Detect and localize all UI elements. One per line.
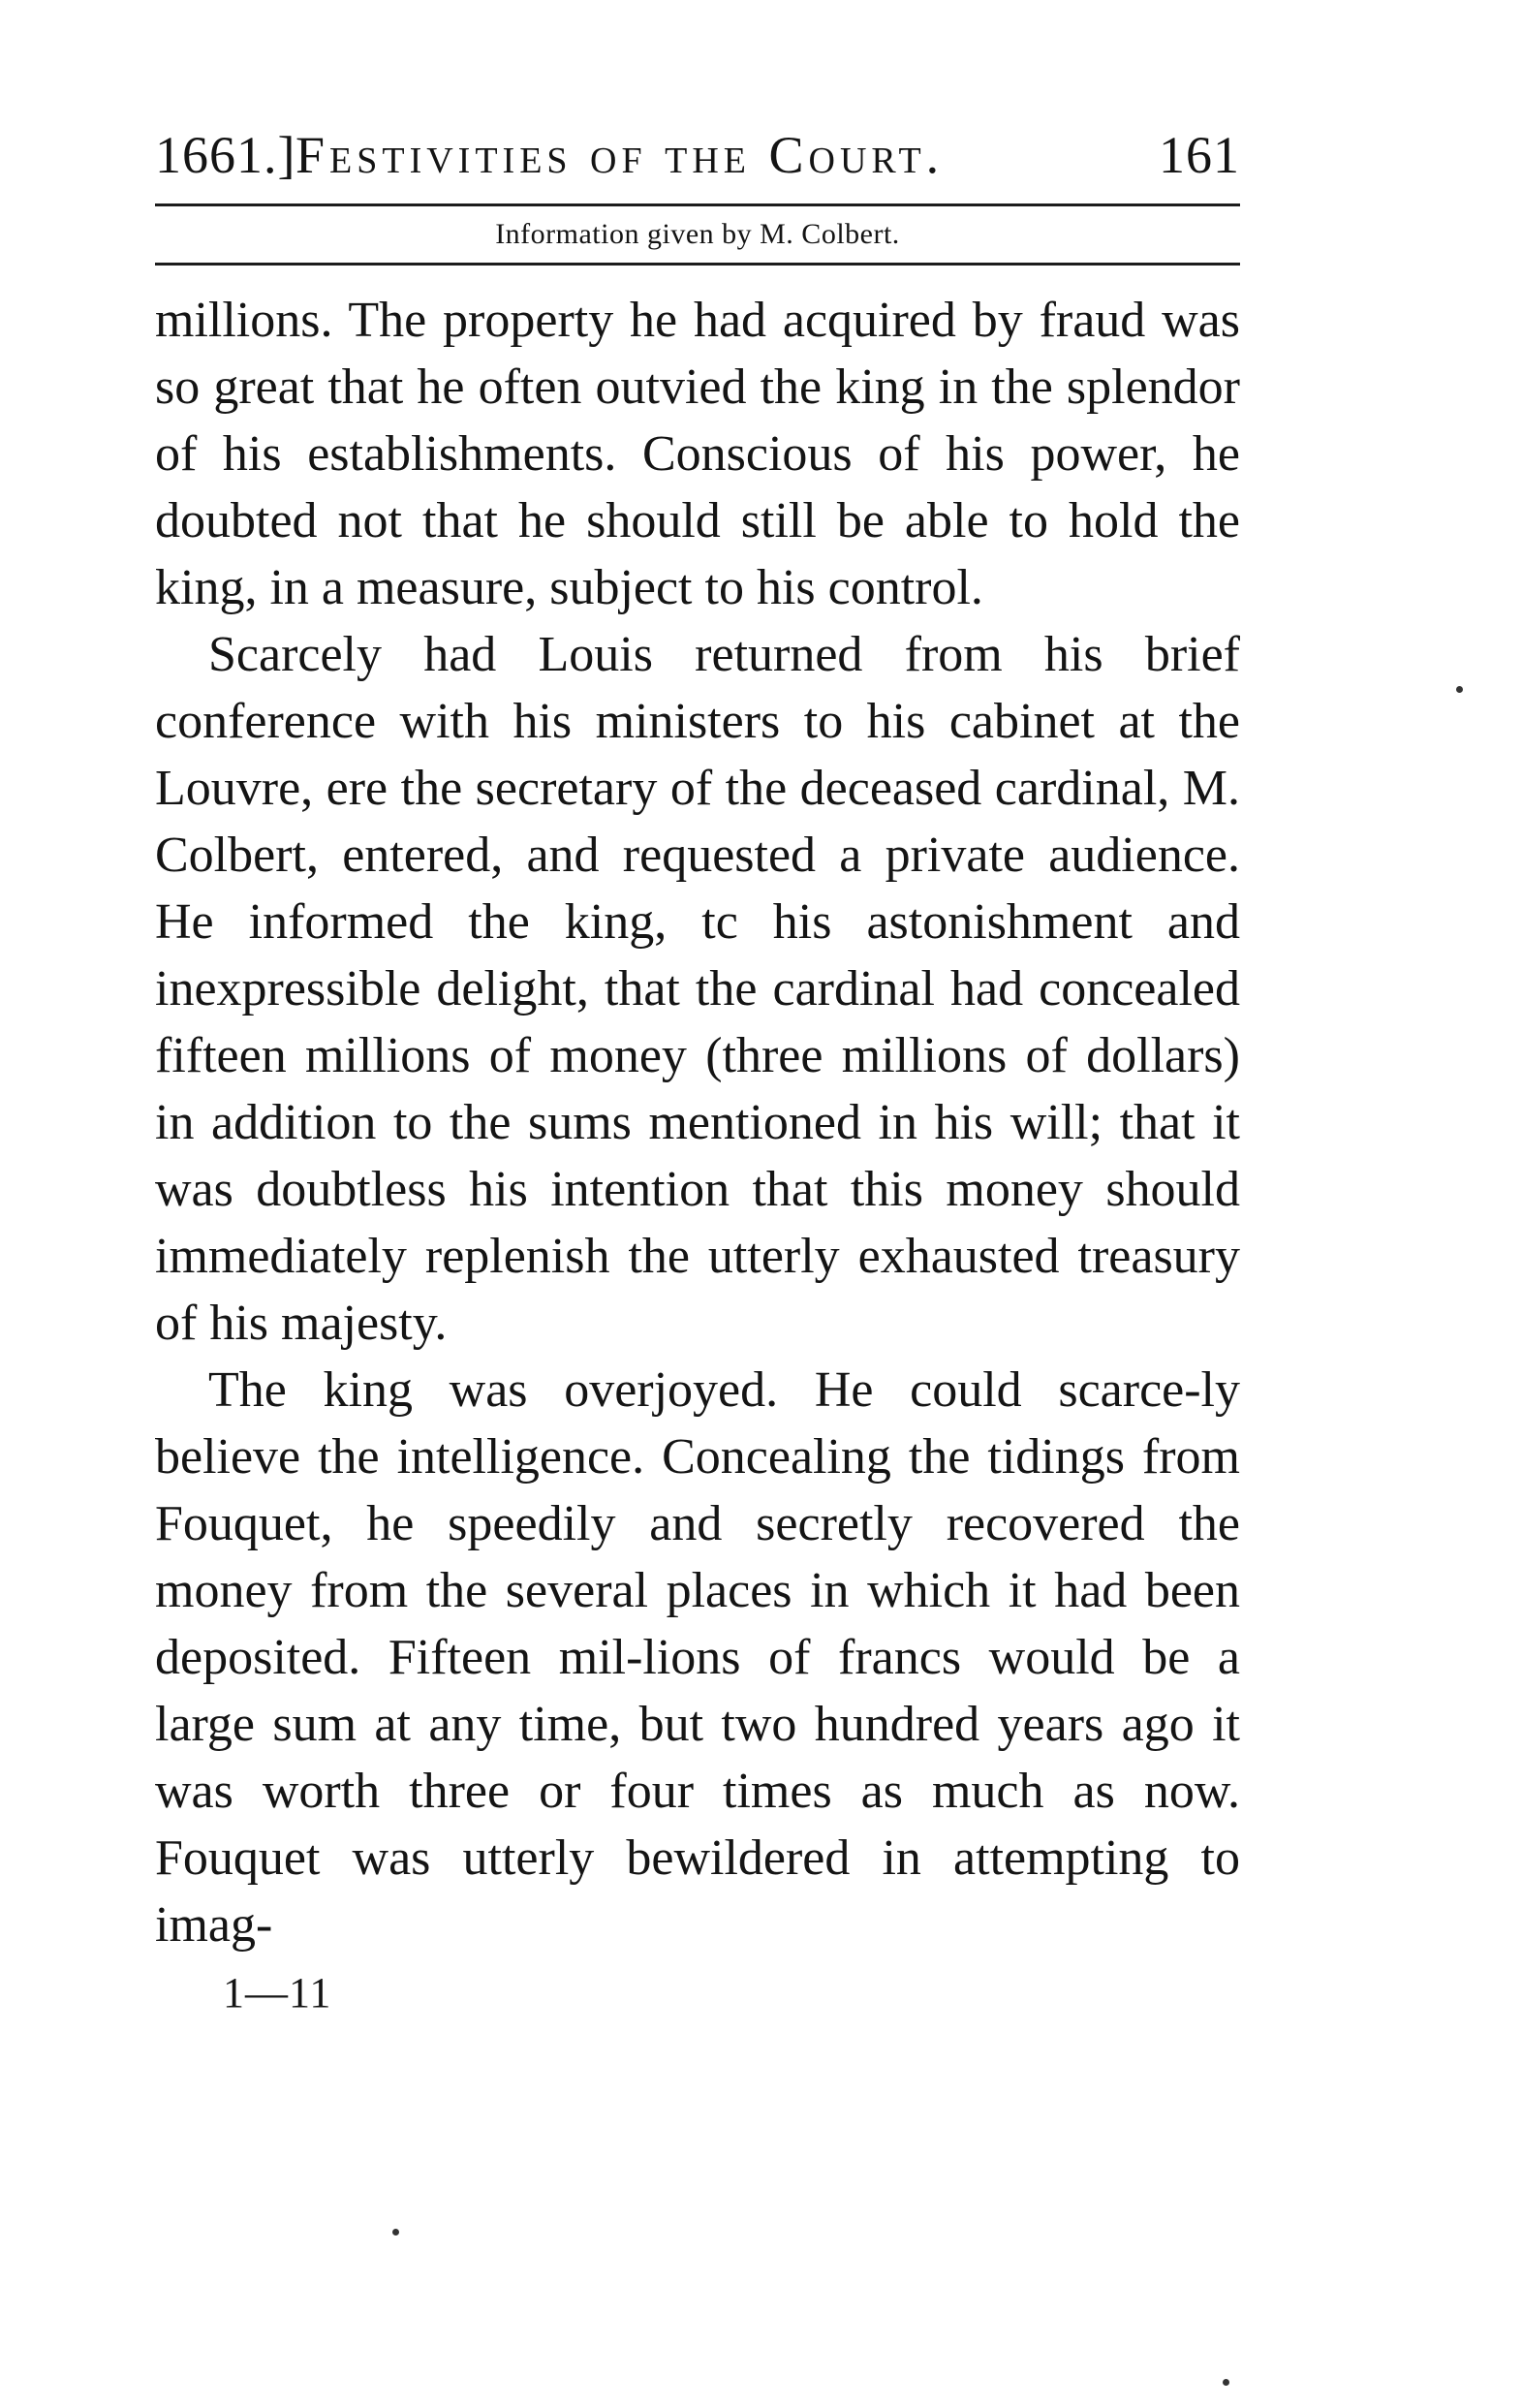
- paper-speck: [1223, 2379, 1229, 2386]
- paragraph-1: millions. The property he had acquired by fraud was so great that he often outvied the king in the splendor of his establishments. Conscious of his power, he doubted not that he should still be able to hold the king, in a measure, subject to his control.: [155, 293, 1240, 615]
- paragraph-3: The king was overjoyed. He could scarce-ly believe the intelligence. Concealing the tidings from Fouquet, he speedily and secretly recovered the money from the several places in which it had been deposited. Fifteen mil-lions of francs would be a large sum at any time, but two hundred years ago it was worth three or four times as much as now. Fouquet was utterly bewildered in attempting to imag-: [155, 1362, 1240, 1953]
- header-rule-bottom: [155, 263, 1240, 266]
- signature-mark: 1—11: [223, 1969, 332, 2017]
- paper-speck: [392, 2229, 399, 2236]
- side-note: Information given by M. Colbert.: [495, 218, 900, 250]
- running-head-title: Festivities of the Court.: [295, 126, 945, 184]
- running-head-year: 1661.]: [155, 126, 296, 184]
- body-text: [155, 287, 1240, 1958]
- running-head: [155, 116, 1240, 194]
- paper-speck: [1456, 686, 1463, 693]
- page-number: 161: [1159, 126, 1240, 184]
- paragraph-2: Scarcely had Louis returned from his brief conference with his ministers to his cabinet at the Louvre, ere the secretary of the deceased cardinal, M. Colbert, entered, and requested a private audience. He informed the king, tc his astonishment and inexpressible delight, that the cardinal had concealed fifteen millions of money (three millions of dollars) in addition to the sums mentioned in his will; that it was doubtless his intention that this money should immediately replenish the utterly exhausted treasury of his majesty.: [155, 627, 1240, 1351]
- book-page: [155, 116, 1240, 2022]
